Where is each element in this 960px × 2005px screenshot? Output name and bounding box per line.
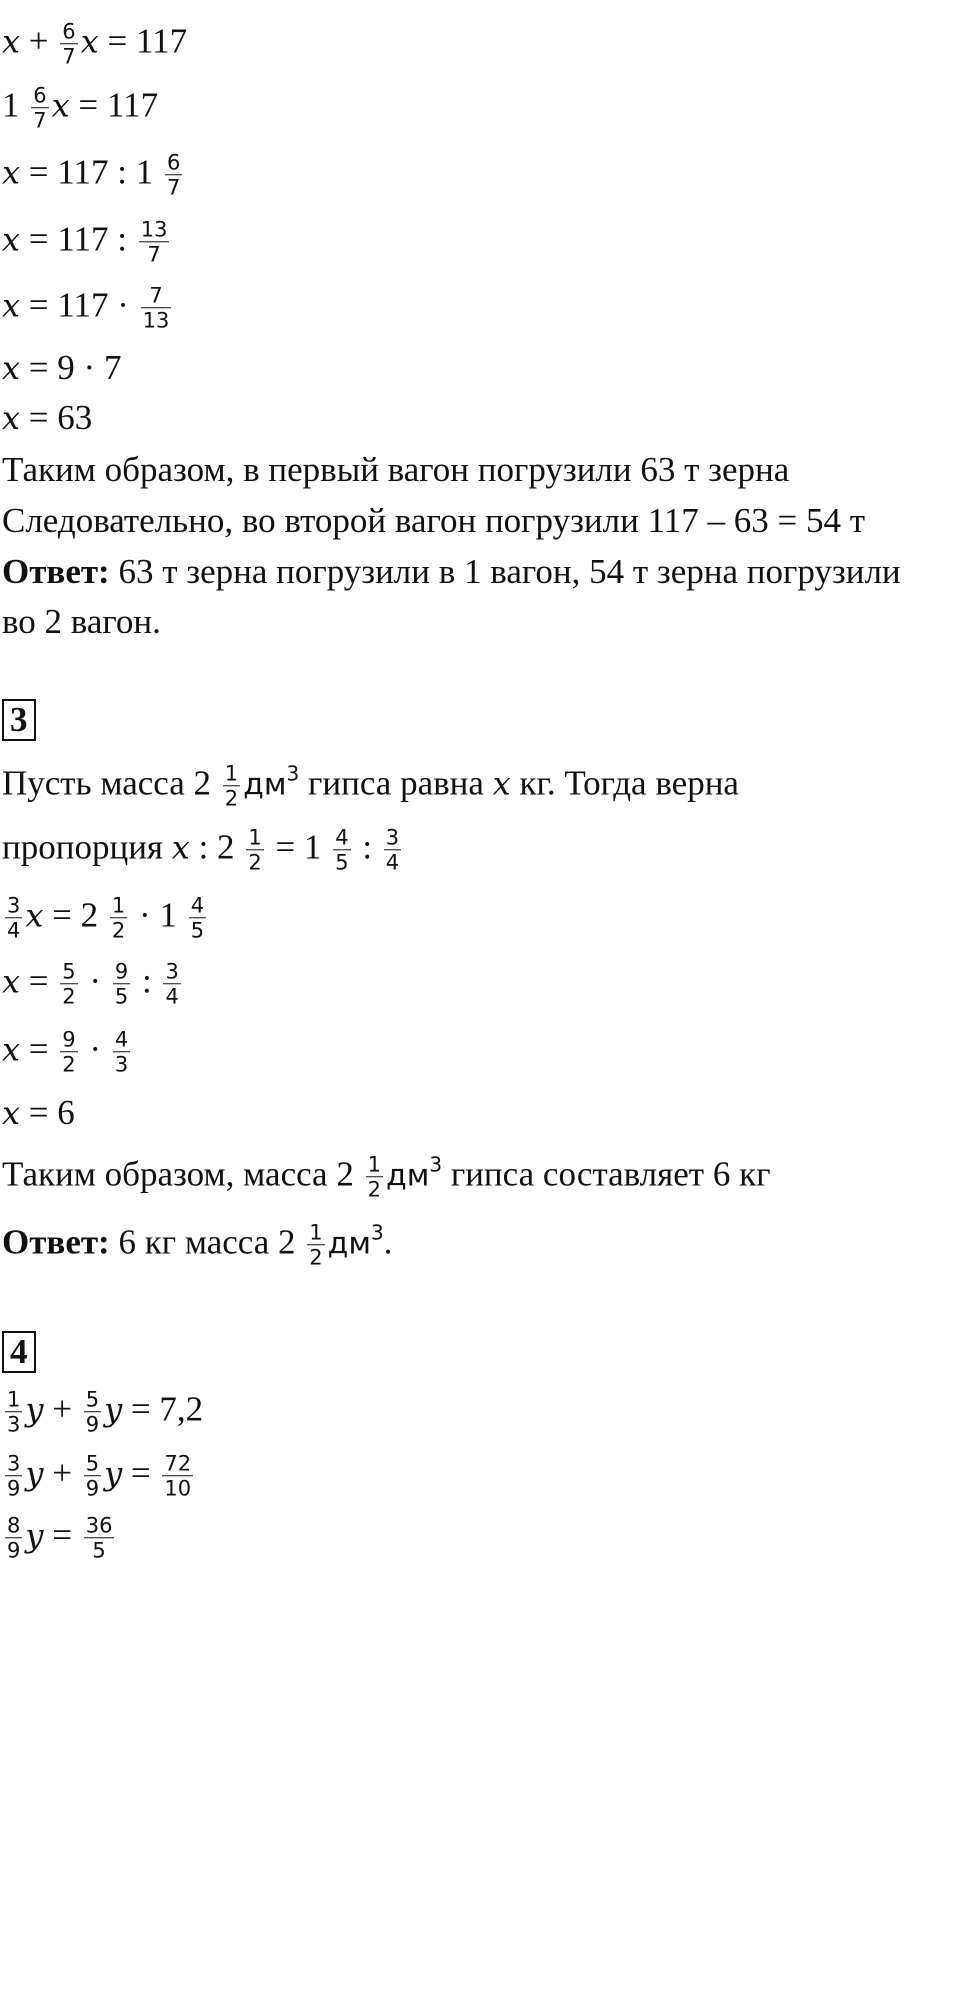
fraction [5,1452,22,1501]
fraction-numerator: 4 [335,825,349,850]
text-segment: = [20,1029,58,1069]
superscript: 3 [286,761,300,786]
text-segment: = [43,1515,81,1555]
fraction [113,960,130,1009]
fraction-numerator: 4 [114,1027,129,1052]
text-line [2,448,789,492]
fraction-numerator: 1 [248,825,262,850]
fraction [162,1452,193,1501]
fraction-numerator: 9 [114,959,129,984]
math-variable: y [104,1454,123,1493]
text-line [2,83,158,132]
fraction-numerator: 9 [62,1027,76,1052]
text-line [2,19,187,68]
fraction-denominator: 7 [62,44,76,69]
text-segment: . [383,1222,393,1262]
fraction [189,894,206,943]
task-number-box: 3 [2,699,36,741]
fraction [84,1452,101,1501]
text-segment: Пусть масса 2 [2,763,220,803]
text-line [2,600,161,644]
text-segment: = [122,1453,160,1493]
fraction-numerator: 1 [367,1152,381,1177]
text-segment: = 117 · [20,285,138,325]
text-line [2,217,172,266]
text-segment: Следовательно, во второй вагон погрузили 117 – 63 = 54 т [2,501,866,540]
text-line [2,1142,770,1201]
answer-label: Ответ: [2,552,110,591]
fraction [223,762,240,811]
fraction [246,826,263,875]
fraction-numerator: 3 [165,959,179,984]
text-line [2,825,404,874]
fraction-denominator: 7 [147,242,161,267]
fraction [60,1028,77,1077]
math-variable: x [2,399,21,437]
fraction-numerator: 13 [140,217,168,242]
text-line [2,1330,36,1374]
text-segment: во 2 вагон. [2,602,161,641]
fraction-numerator: 5 [85,1387,100,1412]
fraction-denominator: 2 [62,1052,76,1077]
text-segment: = 7,2 [122,1389,204,1429]
text-segment: 63 т зерна погрузили в 1 вагон, 54 т зерна погрузили [109,552,901,591]
text-line [2,1210,393,1269]
fraction-numerator: 3 [7,1451,21,1476]
unit-text: дм [243,767,287,803]
superscript: 3 [429,1152,443,1177]
fraction [366,1153,383,1202]
fraction-denominator: 4 [165,984,179,1009]
text-segment: 6 кг масса 2 [109,1222,305,1262]
text-segment: = 2 [43,895,107,935]
text-line [2,346,121,390]
math-variable: y [25,1454,44,1493]
fraction-numerator: 1 [7,1387,21,1412]
math-variable: x [2,220,21,259]
fraction-numerator: 6 [33,83,47,108]
text-line [2,150,185,199]
fraction-numerator: 7 [141,284,172,309]
fraction-numerator: 3 [385,825,400,850]
fraction [165,151,182,200]
fraction-denominator: 5 [190,918,205,943]
text-segment: = 6 [20,1093,75,1132]
fraction-denominator: 10 [164,1476,192,1501]
fraction-denominator: 3 [7,1412,21,1437]
fraction-denominator: 2 [309,1245,323,1270]
text-line [2,959,184,1008]
text-line [2,396,92,440]
fraction-numerator: 1 [111,893,126,918]
fraction-denominator: 2 [224,786,239,811]
task-number-box: 4 [2,1331,36,1373]
math-variable: x [2,153,21,192]
fraction-denominator: 4 [385,850,400,875]
math-variable: x [2,349,21,387]
fraction [84,1388,101,1437]
fraction [60,960,77,1009]
text-line [2,751,739,810]
superscript: 3 [371,1220,384,1245]
text-segment: · [80,1029,110,1069]
fraction-denominator: 3 [114,1052,129,1077]
text-line [2,550,901,594]
fraction-numerator: 5 [85,1451,100,1476]
fraction-denominator: 2 [111,918,126,943]
fraction [5,894,22,943]
text-segment: : [133,961,161,1001]
fraction [60,20,77,69]
math-variable: x [51,86,70,125]
text-line [2,893,209,942]
fraction [84,1514,115,1563]
fraction-denominator: 4 [7,918,21,943]
text-segment: : [353,827,381,867]
math-variable: x [171,828,190,867]
text-segment: гипса составляет 6 кг [442,1154,771,1194]
fraction [139,218,170,267]
fraction-denominator: 2 [248,850,262,875]
math-variable: y [25,1390,44,1429]
math-variable: y [25,1516,44,1555]
text-segment: · [80,961,110,1001]
fraction-denominator: 9 [85,1476,100,1501]
text-line [2,499,865,543]
fraction-numerator: 5 [62,959,76,984]
text-line [2,1387,203,1436]
answer-label: Ответ: [2,1222,110,1262]
math-variable: y [104,1390,123,1429]
text-segment: = 117 : 1 [20,152,162,192]
text-line [2,283,174,332]
text-segment: · 1 [130,895,186,935]
fraction-denominator: 7 [166,175,181,200]
fraction [307,1221,324,1270]
fraction-numerator: 6 [62,19,76,44]
fraction-denominator: 9 [7,1538,21,1563]
text-segment: = [20,961,58,1001]
math-variable: x [2,1094,21,1132]
fraction [31,84,48,133]
fraction-numerator: 8 [7,1513,21,1538]
text-segment: : 2 [189,827,244,867]
fraction-denominator: 13 [142,308,170,333]
fraction [333,826,350,875]
text-line [2,698,36,742]
text-segment: Таким образом, масса 2 [2,1154,363,1194]
fraction-numerator: 72 [164,1451,192,1476]
fraction-denominator: 9 [7,1476,21,1501]
text-segment: = 63 [20,398,93,437]
fraction-numerator: 36 [85,1513,113,1538]
math-variable: x [2,1030,21,1069]
fraction-numerator: 4 [190,893,205,918]
fraction-denominator: 7 [33,108,47,133]
fraction-denominator: 2 [62,984,76,1009]
text-line [2,1451,196,1500]
math-variable: x [2,286,21,325]
fraction-denominator: 5 [335,850,349,875]
unit-text: дм [385,1158,430,1194]
text-line [2,1091,75,1135]
math-variable: x [492,764,511,803]
fraction [113,1028,130,1077]
text-segment: 1 [2,85,29,125]
text-segment: = 1 [266,827,331,867]
text-segment: = 9 · 7 [20,348,122,387]
text-line [2,1027,133,1076]
text-segment: пропорция [2,827,172,867]
fraction [141,284,172,333]
text-segment: Таким образом, в первый вагон погрузили 63 т зерна [2,450,790,489]
math-variable: x [80,22,99,61]
fraction-numerator: 3 [7,893,21,918]
fraction-numerator: 6 [166,150,181,175]
text-segment: кг. Тогда верна [510,763,739,803]
fraction-denominator: 2 [367,1177,381,1202]
fraction [5,1514,22,1563]
unit-text: дм [327,1226,372,1262]
fraction-denominator: 9 [85,1412,100,1437]
fraction-numerator: 1 [224,761,239,786]
math-variable: x [2,22,21,61]
text-segment: = 117 : [20,219,136,259]
text-segment: = 117 [69,85,159,125]
text-segment: + [20,21,58,61]
fraction [163,960,180,1009]
math-variable: x [2,962,21,1001]
fraction-denominator: 5 [114,984,129,1009]
fraction-denominator: 5 [92,1538,106,1563]
text-segment: + [43,1453,81,1493]
fraction [5,1388,22,1437]
text-segment: = 117 [98,21,188,61]
text-line [2,1513,117,1562]
math-variable: x [25,896,44,935]
fraction [110,894,127,943]
fraction [384,826,401,875]
text-segment: + [43,1389,81,1429]
fraction-numerator: 1 [309,1220,323,1245]
text-segment: гипса равна [299,763,493,803]
